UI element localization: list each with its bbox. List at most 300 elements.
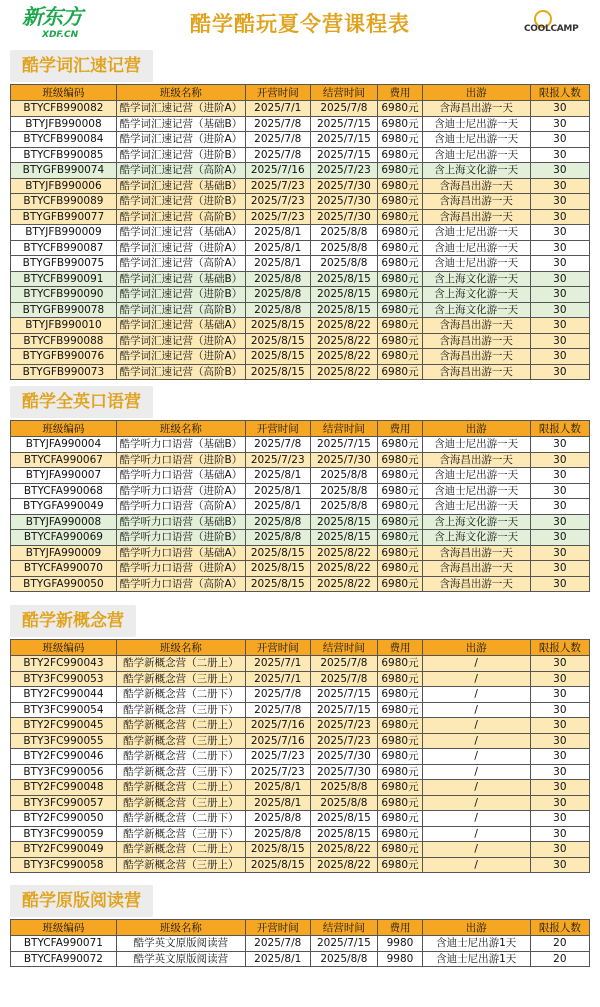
cell-capacity: 30 xyxy=(530,842,589,858)
section-speaking xyxy=(10,386,590,592)
cell-class-code: BTY3FC990057 xyxy=(11,795,117,811)
cell-excursion: 含海昌出游一天 xyxy=(422,349,530,365)
cell-fee: 6980元 xyxy=(378,576,422,592)
column-header-excursion: 出游 xyxy=(422,85,530,101)
cell-excursion: / xyxy=(422,780,530,796)
cell-end-date: 2025/7/23 xyxy=(310,733,378,749)
cell-fee: 6980元 xyxy=(378,452,422,468)
cell-class-name: 酷学听力口语营（进阶B） xyxy=(116,452,245,468)
cell-class-code: BTYCFA990067 xyxy=(11,452,117,468)
cell-start-date: 2025/7/8 xyxy=(245,936,310,952)
cell-start-date: 2025/7/1 xyxy=(245,101,310,117)
cell-start-date: 2025/8/8 xyxy=(245,302,310,318)
cell-start-date: 2025/8/8 xyxy=(245,287,310,303)
cell-capacity: 30 xyxy=(530,514,589,530)
cell-capacity: 30 xyxy=(530,271,589,287)
cell-start-date: 2025/7/23 xyxy=(245,194,310,210)
column-header-end-date: 结营时间 xyxy=(310,640,378,656)
cell-fee: 6980元 xyxy=(378,209,422,225)
cell-excursion: 含迪士尼出游1天 xyxy=(422,936,530,952)
cell-class-name: 酷学词汇速记营（基础B） xyxy=(116,116,245,132)
cell-excursion: 含迪士尼出游1天 xyxy=(422,951,530,967)
table-row xyxy=(11,483,590,499)
cell-excursion: 含海昌出游一天 xyxy=(422,194,530,210)
cell-capacity: 30 xyxy=(530,256,589,272)
table-row xyxy=(11,287,590,303)
section-title: 酷学词汇速记营 xyxy=(10,50,153,82)
cell-end-date: 2025/7/8 xyxy=(310,101,378,117)
cell-capacity: 30 xyxy=(530,178,589,194)
cell-end-date: 2025/8/15 xyxy=(310,514,378,530)
cell-class-name: 酷学词汇速记营（基础B） xyxy=(116,178,245,194)
column-header-fee: 费用 xyxy=(378,85,422,101)
cell-start-date: 2025/7/23 xyxy=(245,764,310,780)
cell-end-date: 2025/7/8 xyxy=(310,656,378,672)
cell-class-name: 酷学听力口语营（进阶A） xyxy=(116,483,245,499)
schedule-table xyxy=(10,919,590,967)
column-header-class-code: 班级编码 xyxy=(11,421,117,437)
cell-class-name: 酷学新概念营（二册上） xyxy=(116,656,245,672)
cell-class-code: BTY2FC990048 xyxy=(11,780,117,796)
cell-class-code: BTY3FC990056 xyxy=(11,764,117,780)
table-header-row xyxy=(11,920,590,936)
cell-capacity: 30 xyxy=(530,483,589,499)
cell-start-date: 2025/7/8 xyxy=(245,437,310,453)
cell-excursion: 含上海文化游一天 xyxy=(422,287,530,303)
cell-class-name: 酷学听力口语营（基础B） xyxy=(116,514,245,530)
cell-fee: 6980元 xyxy=(378,499,422,515)
cell-class-name: 酷学新概念营（三册下） xyxy=(116,826,245,842)
cell-start-date: 2025/8/1 xyxy=(245,256,310,272)
cell-start-date: 2025/8/15 xyxy=(245,349,310,365)
cell-excursion: 含迪士尼出游一天 xyxy=(422,437,530,453)
cell-class-code: BTYJFA990009 xyxy=(11,545,117,561)
cell-class-code: BTYCFA990071 xyxy=(11,936,117,952)
table-row xyxy=(11,364,590,380)
table-row xyxy=(11,132,590,148)
cell-fee: 6980元 xyxy=(378,132,422,148)
cell-excursion: 含迪士尼出游一天 xyxy=(422,256,530,272)
cell-class-code: BTYJFA990004 xyxy=(11,437,117,453)
cell-excursion: 含迪士尼出游一天 xyxy=(422,225,530,241)
cell-capacity: 30 xyxy=(530,780,589,796)
cell-end-date: 2025/8/15 xyxy=(310,826,378,842)
cell-end-date: 2025/7/15 xyxy=(310,147,378,163)
cell-class-code: BTY2FC990050 xyxy=(11,811,117,827)
cell-start-date: 2025/8/1 xyxy=(245,240,310,256)
table-row xyxy=(11,687,590,703)
cell-class-name: 酷学词汇速记营（高阶B） xyxy=(116,302,245,318)
cell-class-code: BTYJFA990007 xyxy=(11,468,117,484)
cell-excursion: / xyxy=(422,826,530,842)
table-row xyxy=(11,733,590,749)
cell-start-date: 2025/7/8 xyxy=(245,132,310,148)
cell-class-code: BTYGFB990077 xyxy=(11,209,117,225)
cell-capacity: 20 xyxy=(530,936,589,952)
cell-excursion: 含迪士尼出游一天 xyxy=(422,499,530,515)
cell-class-code: BTYCFB990090 xyxy=(11,287,117,303)
column-header-start-date: 开营时间 xyxy=(245,421,310,437)
schedule-table xyxy=(10,84,590,380)
table-header-row xyxy=(11,421,590,437)
cell-class-name: 酷学词汇速记营（基础A） xyxy=(116,225,245,241)
cell-excursion: 含海昌出游一天 xyxy=(422,364,530,380)
cell-start-date: 2025/8/1 xyxy=(245,225,310,241)
cell-class-code: BTYCFB990085 xyxy=(11,147,117,163)
cell-end-date: 2025/8/8 xyxy=(310,795,378,811)
cell-excursion: / xyxy=(422,718,530,734)
column-header-start-date: 开营时间 xyxy=(245,85,310,101)
table-row xyxy=(11,811,590,827)
cell-capacity: 30 xyxy=(530,225,589,241)
cell-end-date: 2025/7/15 xyxy=(310,437,378,453)
table-row xyxy=(11,302,590,318)
cell-end-date: 2025/8/8 xyxy=(310,256,378,272)
cell-start-date: 2025/8/8 xyxy=(245,811,310,827)
section-new-concept xyxy=(10,605,590,873)
cell-fee: 6980元 xyxy=(378,437,422,453)
cell-class-name: 酷学词汇速记营（进阶A） xyxy=(116,240,245,256)
cell-start-date: 2025/8/8 xyxy=(245,514,310,530)
cell-end-date: 2025/8/8 xyxy=(310,468,378,484)
xdf-logo-en: XDF.CN xyxy=(42,30,79,40)
cell-excursion: 含海昌出游一天 xyxy=(422,101,530,117)
cell-end-date: 2025/8/8 xyxy=(310,225,378,241)
table-row xyxy=(11,333,590,349)
column-header-class-name: 班级名称 xyxy=(116,421,245,437)
cell-capacity: 30 xyxy=(530,656,589,672)
cell-class-code: BTY3FC990054 xyxy=(11,702,117,718)
cell-class-code: BTYCFB990084 xyxy=(11,132,117,148)
cell-class-name: 酷学词汇速记营（进阶B） xyxy=(116,194,245,210)
table-row xyxy=(11,780,590,796)
cell-excursion: 含海昌出游一天 xyxy=(422,452,530,468)
cell-excursion: 含海昌出游一天 xyxy=(422,333,530,349)
table-row xyxy=(11,561,590,577)
cell-class-code: BTY2FC990045 xyxy=(11,718,117,734)
cell-end-date: 2025/8/22 xyxy=(310,576,378,592)
cell-start-date: 2025/7/8 xyxy=(245,147,310,163)
cell-end-date: 2025/8/15 xyxy=(310,271,378,287)
cell-class-name: 酷学新概念营（二册上） xyxy=(116,780,245,796)
cell-capacity: 30 xyxy=(530,733,589,749)
cell-end-date: 2025/7/30 xyxy=(310,194,378,210)
cell-start-date: 2025/7/8 xyxy=(245,702,310,718)
cell-capacity: 30 xyxy=(530,826,589,842)
cell-fee: 6980元 xyxy=(378,483,422,499)
section-title: 酷学新概念营 xyxy=(10,605,136,637)
cell-fee: 6980元 xyxy=(378,318,422,334)
cell-capacity: 30 xyxy=(530,530,589,546)
column-header-end-date: 结营时间 xyxy=(310,85,378,101)
cell-class-name: 酷学听力口语营（基础A） xyxy=(116,545,245,561)
cell-fee: 6980元 xyxy=(378,194,422,210)
coolcamp-logo-text: COOLCAMP xyxy=(524,24,579,34)
cell-fee: 6980元 xyxy=(378,514,422,530)
cell-class-name: 酷学词汇速记营（进阶B） xyxy=(116,147,245,163)
table-row xyxy=(11,857,590,873)
cell-excursion: 含海昌出游一天 xyxy=(422,209,530,225)
cell-fee: 6980元 xyxy=(378,287,422,303)
cell-end-date: 2025/8/22 xyxy=(310,318,378,334)
cell-end-date: 2025/8/15 xyxy=(310,530,378,546)
cell-excursion: 含迪士尼出游一天 xyxy=(422,468,530,484)
cell-class-name: 酷学新概念营（二册下） xyxy=(116,811,245,827)
cell-fee: 6980元 xyxy=(378,780,422,796)
cell-capacity: 30 xyxy=(530,209,589,225)
cell-class-code: BTYGFA990050 xyxy=(11,576,117,592)
cell-end-date: 2025/8/15 xyxy=(310,811,378,827)
cell-class-code: BTYCFB990088 xyxy=(11,333,117,349)
cell-end-date: 2025/8/22 xyxy=(310,857,378,873)
cell-class-name: 酷学新概念营（二册上） xyxy=(116,842,245,858)
cell-fee: 6980元 xyxy=(378,561,422,577)
cell-capacity: 30 xyxy=(530,561,589,577)
cell-class-name: 酷学词汇速记营（进阶A） xyxy=(116,132,245,148)
cell-class-name: 酷学英文原版阅读营 xyxy=(116,951,245,967)
cell-class-name: 酷学新概念营（三册上） xyxy=(116,795,245,811)
cell-start-date: 2025/8/15 xyxy=(245,576,310,592)
cell-start-date: 2025/8/15 xyxy=(245,561,310,577)
cell-start-date: 2025/8/1 xyxy=(245,483,310,499)
cell-start-date: 2025/7/23 xyxy=(245,209,310,225)
table-row xyxy=(11,178,590,194)
cell-excursion: 含海昌出游一天 xyxy=(422,178,530,194)
cell-end-date: 2025/7/30 xyxy=(310,209,378,225)
cell-start-date: 2025/7/23 xyxy=(245,178,310,194)
cell-end-date: 2025/7/30 xyxy=(310,178,378,194)
table-row xyxy=(11,545,590,561)
cell-fee: 6980元 xyxy=(378,271,422,287)
section-title: 酷学全英口语营 xyxy=(10,386,153,418)
section-reading xyxy=(10,885,590,967)
table-row xyxy=(11,256,590,272)
cell-capacity: 30 xyxy=(530,857,589,873)
cell-class-name: 酷学新概念营（三册上） xyxy=(116,671,245,687)
cell-class-code: BTY2FC990043 xyxy=(11,656,117,672)
cell-start-date: 2025/7/16 xyxy=(245,733,310,749)
cell-capacity: 30 xyxy=(530,364,589,380)
cell-start-date: 2025/7/1 xyxy=(245,671,310,687)
cell-excursion: / xyxy=(422,733,530,749)
table-row xyxy=(11,147,590,163)
cell-fee: 6980元 xyxy=(378,826,422,842)
cell-end-date: 2025/8/8 xyxy=(310,240,378,256)
cell-excursion: 含迪士尼出游一天 xyxy=(422,147,530,163)
page-header xyxy=(0,0,600,50)
cell-class-code: BTYJFB990010 xyxy=(11,318,117,334)
cell-excursion: 含上海文化游一天 xyxy=(422,163,530,179)
cell-end-date: 2025/7/15 xyxy=(310,687,378,703)
cell-class-code: BTY3FC990055 xyxy=(11,733,117,749)
cell-start-date: 2025/8/8 xyxy=(245,530,310,546)
cell-capacity: 30 xyxy=(530,333,589,349)
cell-fee: 6980元 xyxy=(378,733,422,749)
column-header-class-name: 班级名称 xyxy=(116,920,245,936)
cell-fee: 6980元 xyxy=(378,764,422,780)
column-header-capacity: 限报人数 xyxy=(530,640,589,656)
table-row xyxy=(11,764,590,780)
cell-start-date: 2025/8/15 xyxy=(245,545,310,561)
column-header-class-code: 班级编码 xyxy=(11,85,117,101)
table-row xyxy=(11,702,590,718)
table-row xyxy=(11,514,590,530)
cell-class-code: BTYGFB990073 xyxy=(11,364,117,380)
cell-end-date: 2025/8/8 xyxy=(310,483,378,499)
cell-start-date: 2025/8/15 xyxy=(245,318,310,334)
cell-excursion: / xyxy=(422,671,530,687)
cell-end-date: 2025/7/15 xyxy=(310,936,378,952)
table-header-row xyxy=(11,640,590,656)
cell-start-date: 2025/7/16 xyxy=(245,718,310,734)
cell-class-name: 酷学新概念营（三册上） xyxy=(116,857,245,873)
cell-capacity: 30 xyxy=(530,811,589,827)
cell-class-code: BTYJFB990006 xyxy=(11,178,117,194)
cell-excursion: / xyxy=(422,656,530,672)
cell-start-date: 2025/8/1 xyxy=(245,499,310,515)
cell-class-code: BTYGFB990074 xyxy=(11,163,117,179)
column-header-fee: 费用 xyxy=(378,640,422,656)
cell-excursion: 含海昌出游一天 xyxy=(422,318,530,334)
table-row xyxy=(11,656,590,672)
table-header-row xyxy=(11,85,590,101)
cell-end-date: 2025/8/15 xyxy=(310,287,378,303)
cell-class-code: BTY3FC990059 xyxy=(11,826,117,842)
cell-end-date: 2025/7/30 xyxy=(310,749,378,765)
cell-class-code: BTYCFB990087 xyxy=(11,240,117,256)
table-row xyxy=(11,576,590,592)
cell-class-code: BTYCFA990070 xyxy=(11,561,117,577)
cell-capacity: 30 xyxy=(530,194,589,210)
cell-excursion: 含上海文化游一天 xyxy=(422,530,530,546)
cell-start-date: 2025/8/1 xyxy=(245,780,310,796)
cell-fee: 6980元 xyxy=(378,240,422,256)
cell-start-date: 2025/8/15 xyxy=(245,364,310,380)
cell-excursion: 含迪士尼出游一天 xyxy=(422,132,530,148)
cell-class-name: 酷学听力口语营（基础B） xyxy=(116,437,245,453)
cell-capacity: 30 xyxy=(530,452,589,468)
table-row xyxy=(11,951,590,967)
cell-start-date: 2025/7/23 xyxy=(245,452,310,468)
cell-start-date: 2025/8/8 xyxy=(245,271,310,287)
table-row xyxy=(11,240,590,256)
cell-class-name: 酷学听力口语营（进阶A） xyxy=(116,561,245,577)
table-row xyxy=(11,271,590,287)
cell-class-code: BTYGFA990049 xyxy=(11,499,117,515)
table-row xyxy=(11,826,590,842)
cell-class-name: 酷学英文原版阅读营 xyxy=(116,936,245,952)
table-row xyxy=(11,499,590,515)
cell-capacity: 30 xyxy=(530,687,589,703)
table-row xyxy=(11,718,590,734)
cell-fee: 6980元 xyxy=(378,702,422,718)
cell-class-code: BTYGFB990075 xyxy=(11,256,117,272)
cell-end-date: 2025/7/15 xyxy=(310,116,378,132)
cell-class-code: BTY2FC990049 xyxy=(11,842,117,858)
cell-end-date: 2025/7/23 xyxy=(310,718,378,734)
cell-class-code: BTYJFB990008 xyxy=(11,116,117,132)
cell-start-date: 2025/7/23 xyxy=(245,749,310,765)
table-row xyxy=(11,163,590,179)
cell-fee: 6980元 xyxy=(378,302,422,318)
cell-start-date: 2025/8/8 xyxy=(245,826,310,842)
table-row xyxy=(11,530,590,546)
cell-fee: 9980 xyxy=(378,951,422,967)
cell-end-date: 2025/7/23 xyxy=(310,163,378,179)
cell-capacity: 30 xyxy=(530,671,589,687)
xdf-logo-cn: 新东方 xyxy=(22,5,82,29)
cell-excursion: 含海昌出游一天 xyxy=(422,561,530,577)
section-title: 酷学原版阅读营 xyxy=(10,885,153,917)
cell-class-code: BTYCFB990091 xyxy=(11,271,117,287)
cell-end-date: 2025/8/22 xyxy=(310,561,378,577)
cell-class-name: 酷学听力口语营（进阶B） xyxy=(116,530,245,546)
cell-capacity: 30 xyxy=(530,287,589,303)
cell-class-code: BTYCFA990072 xyxy=(11,951,117,967)
section-vocab xyxy=(10,50,590,380)
cell-class-name: 酷学词汇速记营（基础A） xyxy=(116,318,245,334)
cell-class-name: 酷学听力口语营（高阶A） xyxy=(116,576,245,592)
page-title: 酷学酷玩夏令营课程表 xyxy=(190,12,410,36)
cell-excursion: 含上海文化游一天 xyxy=(422,271,530,287)
table-row xyxy=(11,671,590,687)
cell-class-name: 酷学词汇速记营（高阶A） xyxy=(116,163,245,179)
cell-fee: 6980元 xyxy=(378,857,422,873)
schedule-table xyxy=(10,639,590,873)
cell-class-code: BTYCFB990082 xyxy=(11,101,117,117)
cell-end-date: 2025/8/22 xyxy=(310,842,378,858)
column-header-excursion: 出游 xyxy=(422,421,530,437)
cell-fee: 6980元 xyxy=(378,163,422,179)
cell-excursion: / xyxy=(422,795,530,811)
cell-fee: 6980元 xyxy=(378,656,422,672)
cell-fee: 6980元 xyxy=(378,178,422,194)
cell-fee: 6980元 xyxy=(378,545,422,561)
cell-class-name: 酷学听力口语营（高阶A） xyxy=(116,499,245,515)
cell-class-name: 酷学词汇速记营（基础B） xyxy=(116,271,245,287)
cell-class-code: BTYGFB990078 xyxy=(11,302,117,318)
column-header-end-date: 结营时间 xyxy=(310,421,378,437)
schedule-table xyxy=(10,420,590,592)
cell-class-code: BTYCFB990089 xyxy=(11,194,117,210)
cell-fee: 6980元 xyxy=(378,687,422,703)
cell-end-date: 2025/8/22 xyxy=(310,364,378,380)
cell-fee: 6980元 xyxy=(378,749,422,765)
cell-class-name: 酷学新概念营（二册上） xyxy=(116,718,245,734)
cell-fee: 6980元 xyxy=(378,718,422,734)
table-row xyxy=(11,936,590,952)
cell-excursion: 含海昌出游一天 xyxy=(422,545,530,561)
cell-fee: 9980 xyxy=(378,936,422,952)
cell-class-code: BTYCFA990068 xyxy=(11,483,117,499)
cell-start-date: 2025/8/15 xyxy=(245,842,310,858)
cell-capacity: 30 xyxy=(530,576,589,592)
cell-excursion: 含上海文化游一天 xyxy=(422,302,530,318)
cell-end-date: 2025/7/15 xyxy=(310,702,378,718)
cell-end-date: 2025/8/8 xyxy=(310,499,378,515)
cell-end-date: 2025/8/22 xyxy=(310,349,378,365)
table-row xyxy=(11,318,590,334)
cell-class-name: 酷学词汇速记营（进阶A） xyxy=(116,333,245,349)
cell-end-date: 2025/8/8 xyxy=(310,951,378,967)
cell-end-date: 2025/7/8 xyxy=(310,671,378,687)
cell-excursion: 含迪士尼出游一天 xyxy=(422,116,530,132)
cell-capacity: 30 xyxy=(530,764,589,780)
cell-fee: 6980元 xyxy=(378,116,422,132)
column-header-class-name: 班级名称 xyxy=(116,640,245,656)
cell-capacity: 30 xyxy=(530,240,589,256)
cell-class-code: BTYJFB990009 xyxy=(11,225,117,241)
